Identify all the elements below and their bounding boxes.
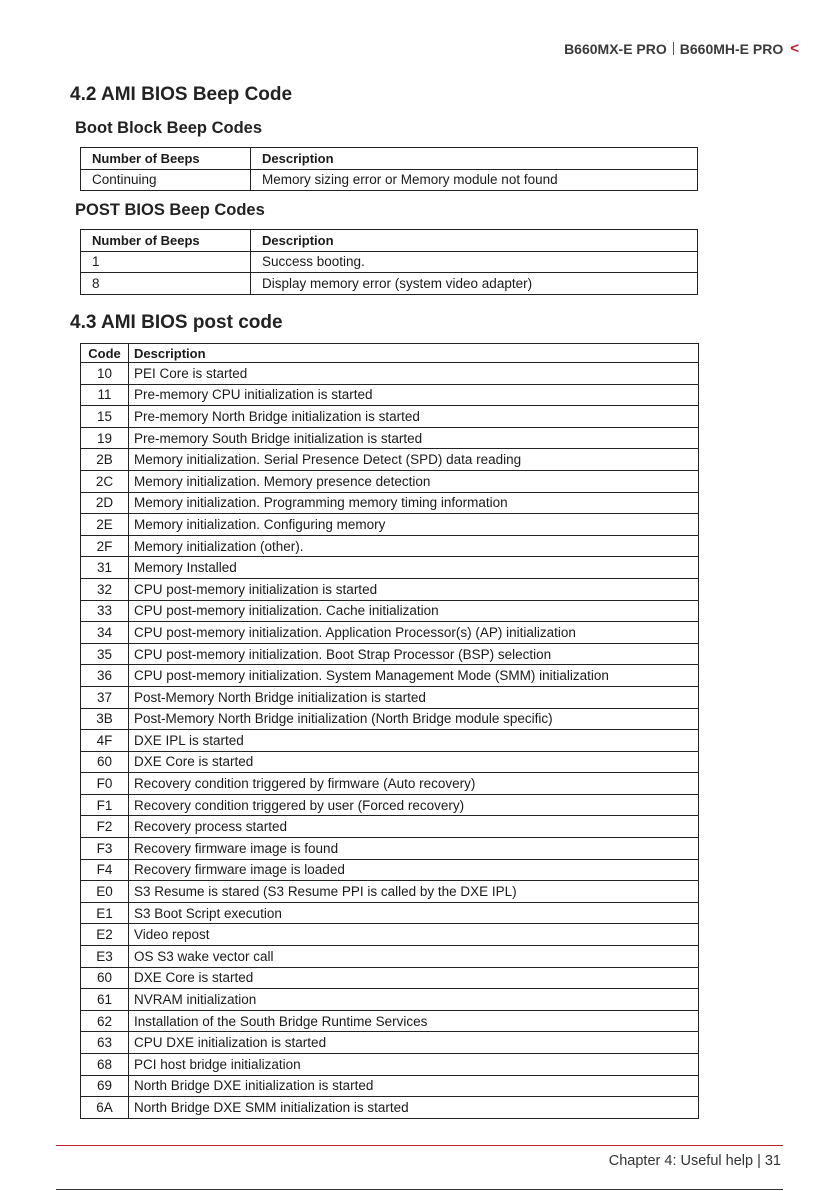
description-cell: DXE Core is started [129, 967, 699, 989]
code-cell: 2F [81, 535, 129, 557]
description-cell: Pre-memory CPU initialization is started [129, 384, 699, 406]
table-row [81, 1075, 699, 1097]
table-row [81, 622, 699, 644]
footer-page-label: Chapter 4: Useful help | 31 [608, 1153, 781, 1169]
description-cell: Post-Memory North Bridge initialization (North Bridge module specific) [129, 708, 699, 730]
post-code-table [80, 343, 699, 1119]
code-cell: 19 [81, 427, 129, 449]
model-name-a: B660MX-E PRO [564, 40, 667, 57]
description-cell: CPU post-memory initialization is started [129, 578, 699, 600]
code-cell: 2B [81, 449, 129, 471]
boot-block-title: Boot Block Beep Codes [75, 119, 263, 137]
section-title-beep-code: 4.2 AMI BIOS Beep Code [70, 84, 293, 105]
code-cell: F4 [81, 859, 129, 881]
description-cell: S3 Boot Script execution [129, 902, 699, 924]
column-header: Number of Beeps [81, 230, 251, 252]
column-header: Description [251, 148, 698, 170]
column-header: Description [129, 344, 699, 363]
table-row [81, 363, 699, 385]
chevron-left-icon: < [790, 40, 799, 57]
table-row [81, 169, 698, 191]
table-row [81, 1032, 699, 1054]
table-row [81, 535, 699, 557]
description-cell: Success booting. [251, 251, 698, 273]
table-row [81, 557, 699, 579]
table-row [81, 273, 698, 295]
description-cell: Memory sizing error or Memory module not found [251, 169, 698, 191]
table-row [81, 967, 699, 989]
description-cell: Recovery firmware image is found [129, 838, 699, 860]
table-row [81, 859, 699, 881]
description-cell: Recovery process started [129, 816, 699, 838]
code-cell: 60 [81, 751, 129, 773]
table-row [81, 1010, 699, 1032]
description-cell: CPU post-memory initialization. Application Processor(s) (AP) initialization [129, 622, 699, 644]
table-row [81, 449, 699, 471]
description-cell: Installation of the South Bridge Runtime Services [129, 1010, 699, 1032]
code-cell: 69 [81, 1075, 129, 1097]
column-header: Number of Beeps [81, 148, 251, 170]
description-cell: Video repost [129, 924, 699, 946]
code-cell: 35 [81, 643, 129, 665]
code-cell: F2 [81, 816, 129, 838]
column-header: Code [81, 344, 129, 363]
table-row [81, 406, 699, 428]
code-cell: 60 [81, 967, 129, 989]
table-row [81, 730, 699, 752]
description-cell: Pre-memory North Bridge initialization is started [129, 406, 699, 428]
table-header-row [81, 344, 699, 363]
table-row [81, 708, 699, 730]
code-cell: 31 [81, 557, 129, 579]
code-cell: 10 [81, 363, 129, 385]
table-row [81, 946, 699, 968]
table-row [81, 643, 699, 665]
code-cell: 68 [81, 1054, 129, 1076]
table-row [81, 1097, 699, 1119]
code-cell: 33 [81, 600, 129, 622]
code-cell: 63 [81, 1032, 129, 1054]
table-row [81, 665, 699, 687]
post-bios-table [80, 229, 698, 295]
description-cell: Memory initialization (other). [129, 535, 699, 557]
table-row [81, 251, 698, 273]
description-cell: North Bridge DXE initialization is started [129, 1075, 699, 1097]
code-cell: F0 [81, 773, 129, 795]
description-cell: Post-Memory North Bridge initialization is started [129, 686, 699, 708]
description-cell: Memory Installed [129, 557, 699, 579]
description-cell: Memory initialization. Configuring memory [129, 514, 699, 536]
code-cell: 3B [81, 708, 129, 730]
table-row [81, 1054, 699, 1076]
table-row [81, 838, 699, 860]
table-row [81, 578, 699, 600]
code-cell: 2D [81, 492, 129, 514]
code-cell: 37 [81, 686, 129, 708]
table-row [81, 427, 699, 449]
code-cell: E3 [81, 946, 129, 968]
description-cell: Memory initialization. Memory presence detection [129, 470, 699, 492]
section-title-post-code: 4.3 AMI BIOS post code [70, 312, 283, 333]
description-cell: Memory initialization. Programming memory timing information [129, 492, 699, 514]
description-cell: CPU DXE initialization is started [129, 1032, 699, 1054]
beeps-cell: 8 [81, 273, 251, 295]
code-cell: 15 [81, 406, 129, 428]
table-row [81, 902, 699, 924]
description-cell: Recovery firmware image is loaded [129, 859, 699, 881]
description-cell: CPU post-memory initialization. Cache initialization [129, 600, 699, 622]
code-cell: 32 [81, 578, 129, 600]
code-cell: 4F [81, 730, 129, 752]
table-row [81, 514, 699, 536]
table-row [81, 816, 699, 838]
table-header-row [81, 148, 698, 170]
table-row [81, 881, 699, 903]
table-row [81, 989, 699, 1011]
model-name-b: B660MH-E PRO [679, 40, 784, 57]
code-cell: 61 [81, 989, 129, 1011]
description-cell: NVRAM initialization [129, 989, 699, 1011]
code-cell: 62 [81, 1010, 129, 1032]
code-cell: 36 [81, 665, 129, 687]
table-row [81, 686, 699, 708]
footer-divider [56, 1145, 783, 1146]
footer-bottom-rule [56, 1189, 783, 1190]
header-separator [673, 42, 674, 55]
page-header [564, 40, 799, 57]
description-cell: Pre-memory South Bridge initialization is started [129, 427, 699, 449]
code-cell: 6A [81, 1097, 129, 1119]
code-cell: 11 [81, 384, 129, 406]
table-row [81, 470, 699, 492]
code-cell: 2E [81, 514, 129, 536]
code-cell: E0 [81, 881, 129, 903]
description-cell: Recovery condition triggered by firmware (Auto recovery) [129, 773, 699, 795]
description-cell: Recovery condition triggered by user (Forced recovery) [129, 794, 699, 816]
description-cell: DXE IPL is started [129, 730, 699, 752]
description-cell: Display memory error (system video adapter) [251, 273, 698, 295]
code-cell: F1 [81, 794, 129, 816]
description-cell: OS S3 wake vector call [129, 946, 699, 968]
description-cell: North Bridge DXE SMM initialization is started [129, 1097, 699, 1119]
code-cell: E2 [81, 924, 129, 946]
table-row [81, 924, 699, 946]
boot-block-table [80, 147, 698, 191]
beeps-cell: Continuing [81, 169, 251, 191]
post-bios-title: POST BIOS Beep Codes [75, 201, 265, 219]
column-header: Description [251, 230, 698, 252]
table-header-row [81, 230, 698, 252]
description-cell: CPU post-memory initialization. Boot Strap Processor (BSP) selection [129, 643, 699, 665]
code-cell: F3 [81, 838, 129, 860]
code-cell: E1 [81, 902, 129, 924]
description-cell: DXE Core is started [129, 751, 699, 773]
table-row [81, 384, 699, 406]
table-row [81, 492, 699, 514]
code-cell: 34 [81, 622, 129, 644]
description-cell: S3 Resume is stared (S3 Resume PPI is called by the DXE IPL) [129, 881, 699, 903]
description-cell: Memory initialization. Serial Presence Detect (SPD) data reading [129, 449, 699, 471]
description-cell: CPU post-memory initialization. System Management Mode (SMM) initialization [129, 665, 699, 687]
table-row [81, 751, 699, 773]
beeps-cell: 1 [81, 251, 251, 273]
table-row [81, 773, 699, 795]
table-row [81, 794, 699, 816]
description-cell: PEI Core is started [129, 363, 699, 385]
code-cell: 2C [81, 470, 129, 492]
table-row [81, 600, 699, 622]
description-cell: PCI host bridge initialization [129, 1054, 699, 1076]
